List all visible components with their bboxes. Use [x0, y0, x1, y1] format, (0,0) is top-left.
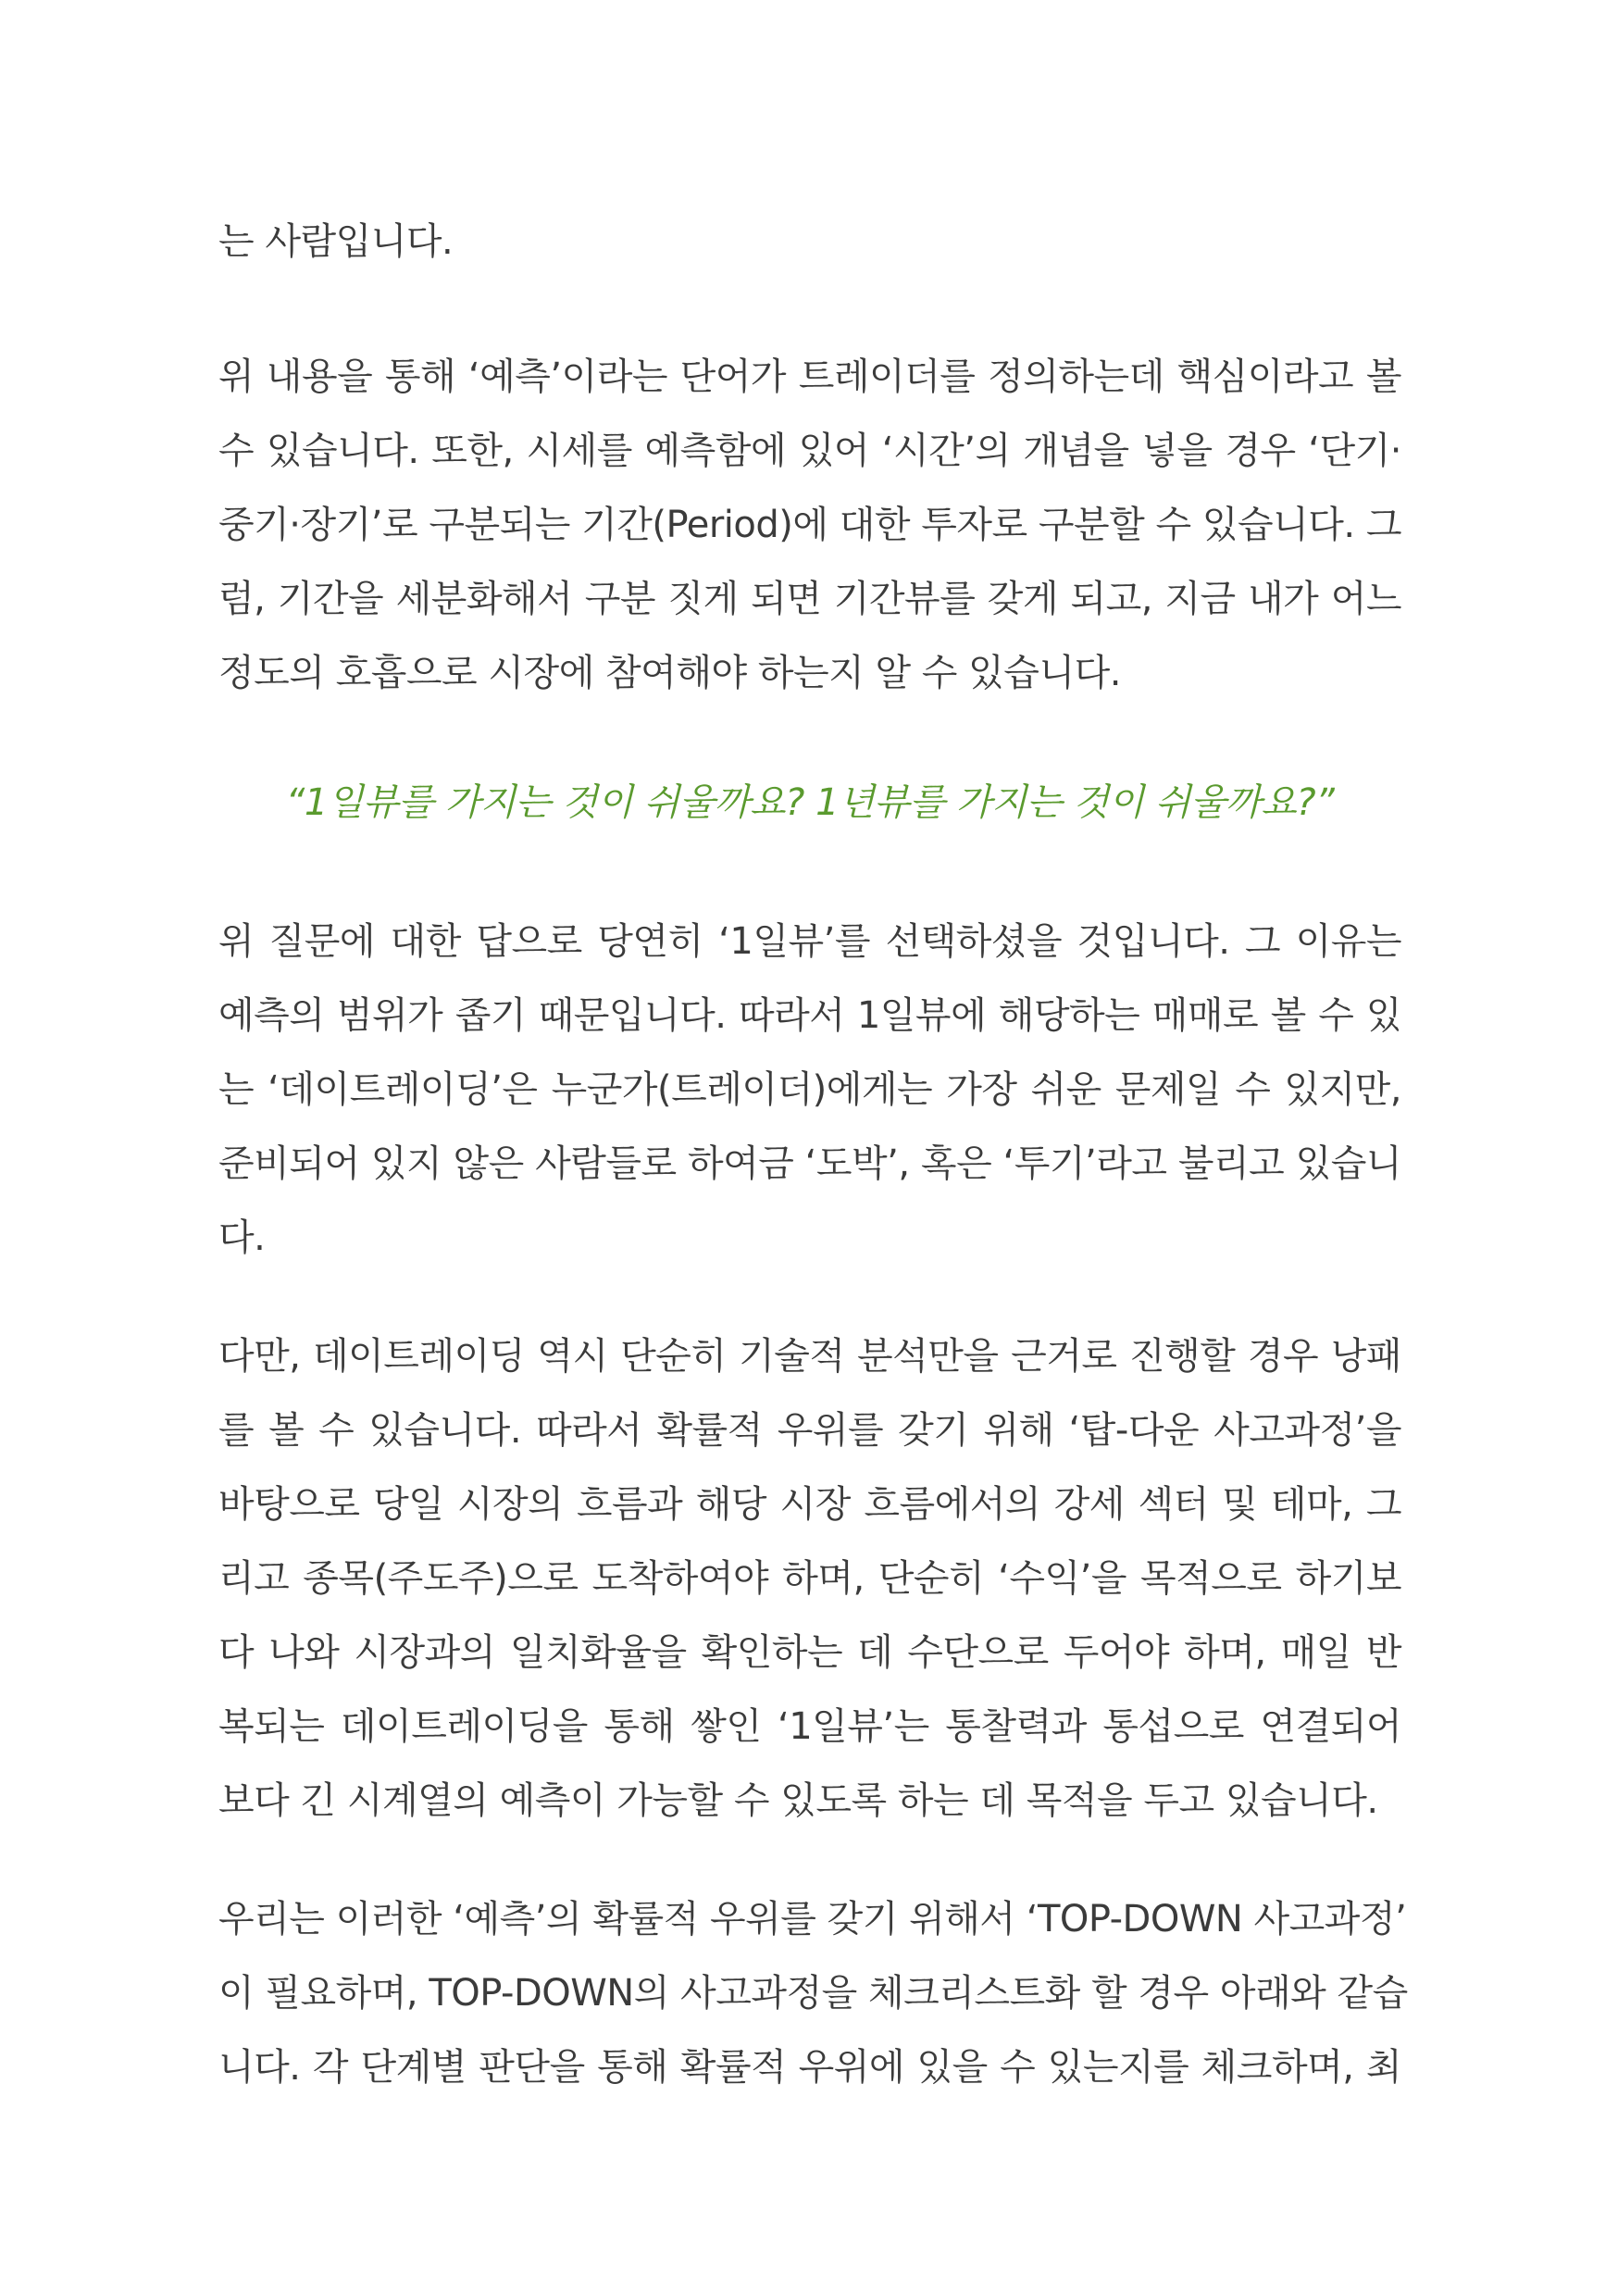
body-text-line: 다 나와 시장과의 일치화율을 확인하는 데 수단으로 두어야 하며, 매일 반 [218, 1631, 1401, 1674]
body-text-line: 는 ‘데이트레이딩’은 누군가(트레이더)에게는 가장 쉬운 문제일 수 있지만, [218, 1068, 1401, 1111]
body-text-line: 다만, 데이트레이딩 역시 단순히 기술적 분석만을 근거로 진행할 경우 낭패 [218, 1335, 1401, 1378]
body-text-line: 위 내용을 통해 ‘예측’이라는 단어가 트레이더를 정의하는데 핵심이라고 볼 [218, 356, 1401, 398]
body-text-line: 니다. 각 단계별 판단을 통해 확률적 우위에 있을 수 있는지를 체크하며, 최 [218, 2046, 1401, 2089]
body-text-line: 를 볼 수 있습니다. 따라서 확률적 우위를 갖기 위해 ‘탑-다운 사고과정’을 [218, 1409, 1401, 1452]
body-text-line: 보다 긴 시계열의 예측이 가능할 수 있도록 하는 데 목적을 두고 있습니다. [218, 1779, 1378, 1822]
body-text-line: 바탕으로 당일 시장의 흐름과 해당 시장 흐름에서의 강세 섹터 및 테마, 그 [218, 1483, 1401, 1526]
body-text-line: 중기·장기’로 구분되는 기간(Period)에 대한 투자로 구분할 수 있습니다. 그 [218, 504, 1401, 546]
body-text-line: 복되는 데이트레이딩을 통해 쌓인 ‘1일뷰’는 통찰력과 통섭으로 연결되어 [218, 1705, 1401, 1748]
body-text-line: 우리는 이러한 ‘예측’의 확률적 우위를 갖기 위해서 ‘TOP-DOWN 사고과정’ [218, 1898, 1407, 1940]
body-text-line: 위 질문에 대한 답으로 당연히 ‘1일뷰’를 선택하셨을 것입니다. 그 이유는 [218, 920, 1401, 963]
body-text-line: 준비되어 있지 않은 사람들로 하여금 ‘도박’, 혹은 ‘투기’라고 불리고 있습니 [218, 1142, 1401, 1185]
body-text-line: 정도의 호흡으로 시장에 참여해야 하는지 알 수 있습니다. [218, 652, 1121, 694]
body-text-line: 리고 종목(주도주)으로 도착하여야 하며, 단순히 ‘수익’을 목적으로 하기보 [218, 1557, 1401, 1600]
body-text-line: 다. [218, 1217, 266, 1259]
body-text-line: 수 있습니다. 또한, 시세를 예측함에 있어 ‘시간’의 개념을 넣을 경우 ‘단기· [218, 430, 1401, 472]
body-text-line: 이 필요하며, TOP-DOWN의 사고과정을 체크리스트화 할 경우 아래와 같습 [218, 1972, 1408, 2015]
body-text-line: 럼, 기간을 세분화해서 구분 짓게 되면 기간뷰를 갖게 되고, 지금 내가 어느 [218, 578, 1401, 620]
highlighted-quote: “1일뷰를 가지는 것이 쉬울까요? 1년뷰를 가지는 것이 쉬울까요?” [285, 781, 1335, 824]
body-text-line: 는 사람입니다. [218, 220, 454, 263]
body-text-line: 예측의 범위가 좁기 때문입니다. 따라서 1일뷰에 해당하는 매매로 볼 수 있 [218, 994, 1401, 1037]
